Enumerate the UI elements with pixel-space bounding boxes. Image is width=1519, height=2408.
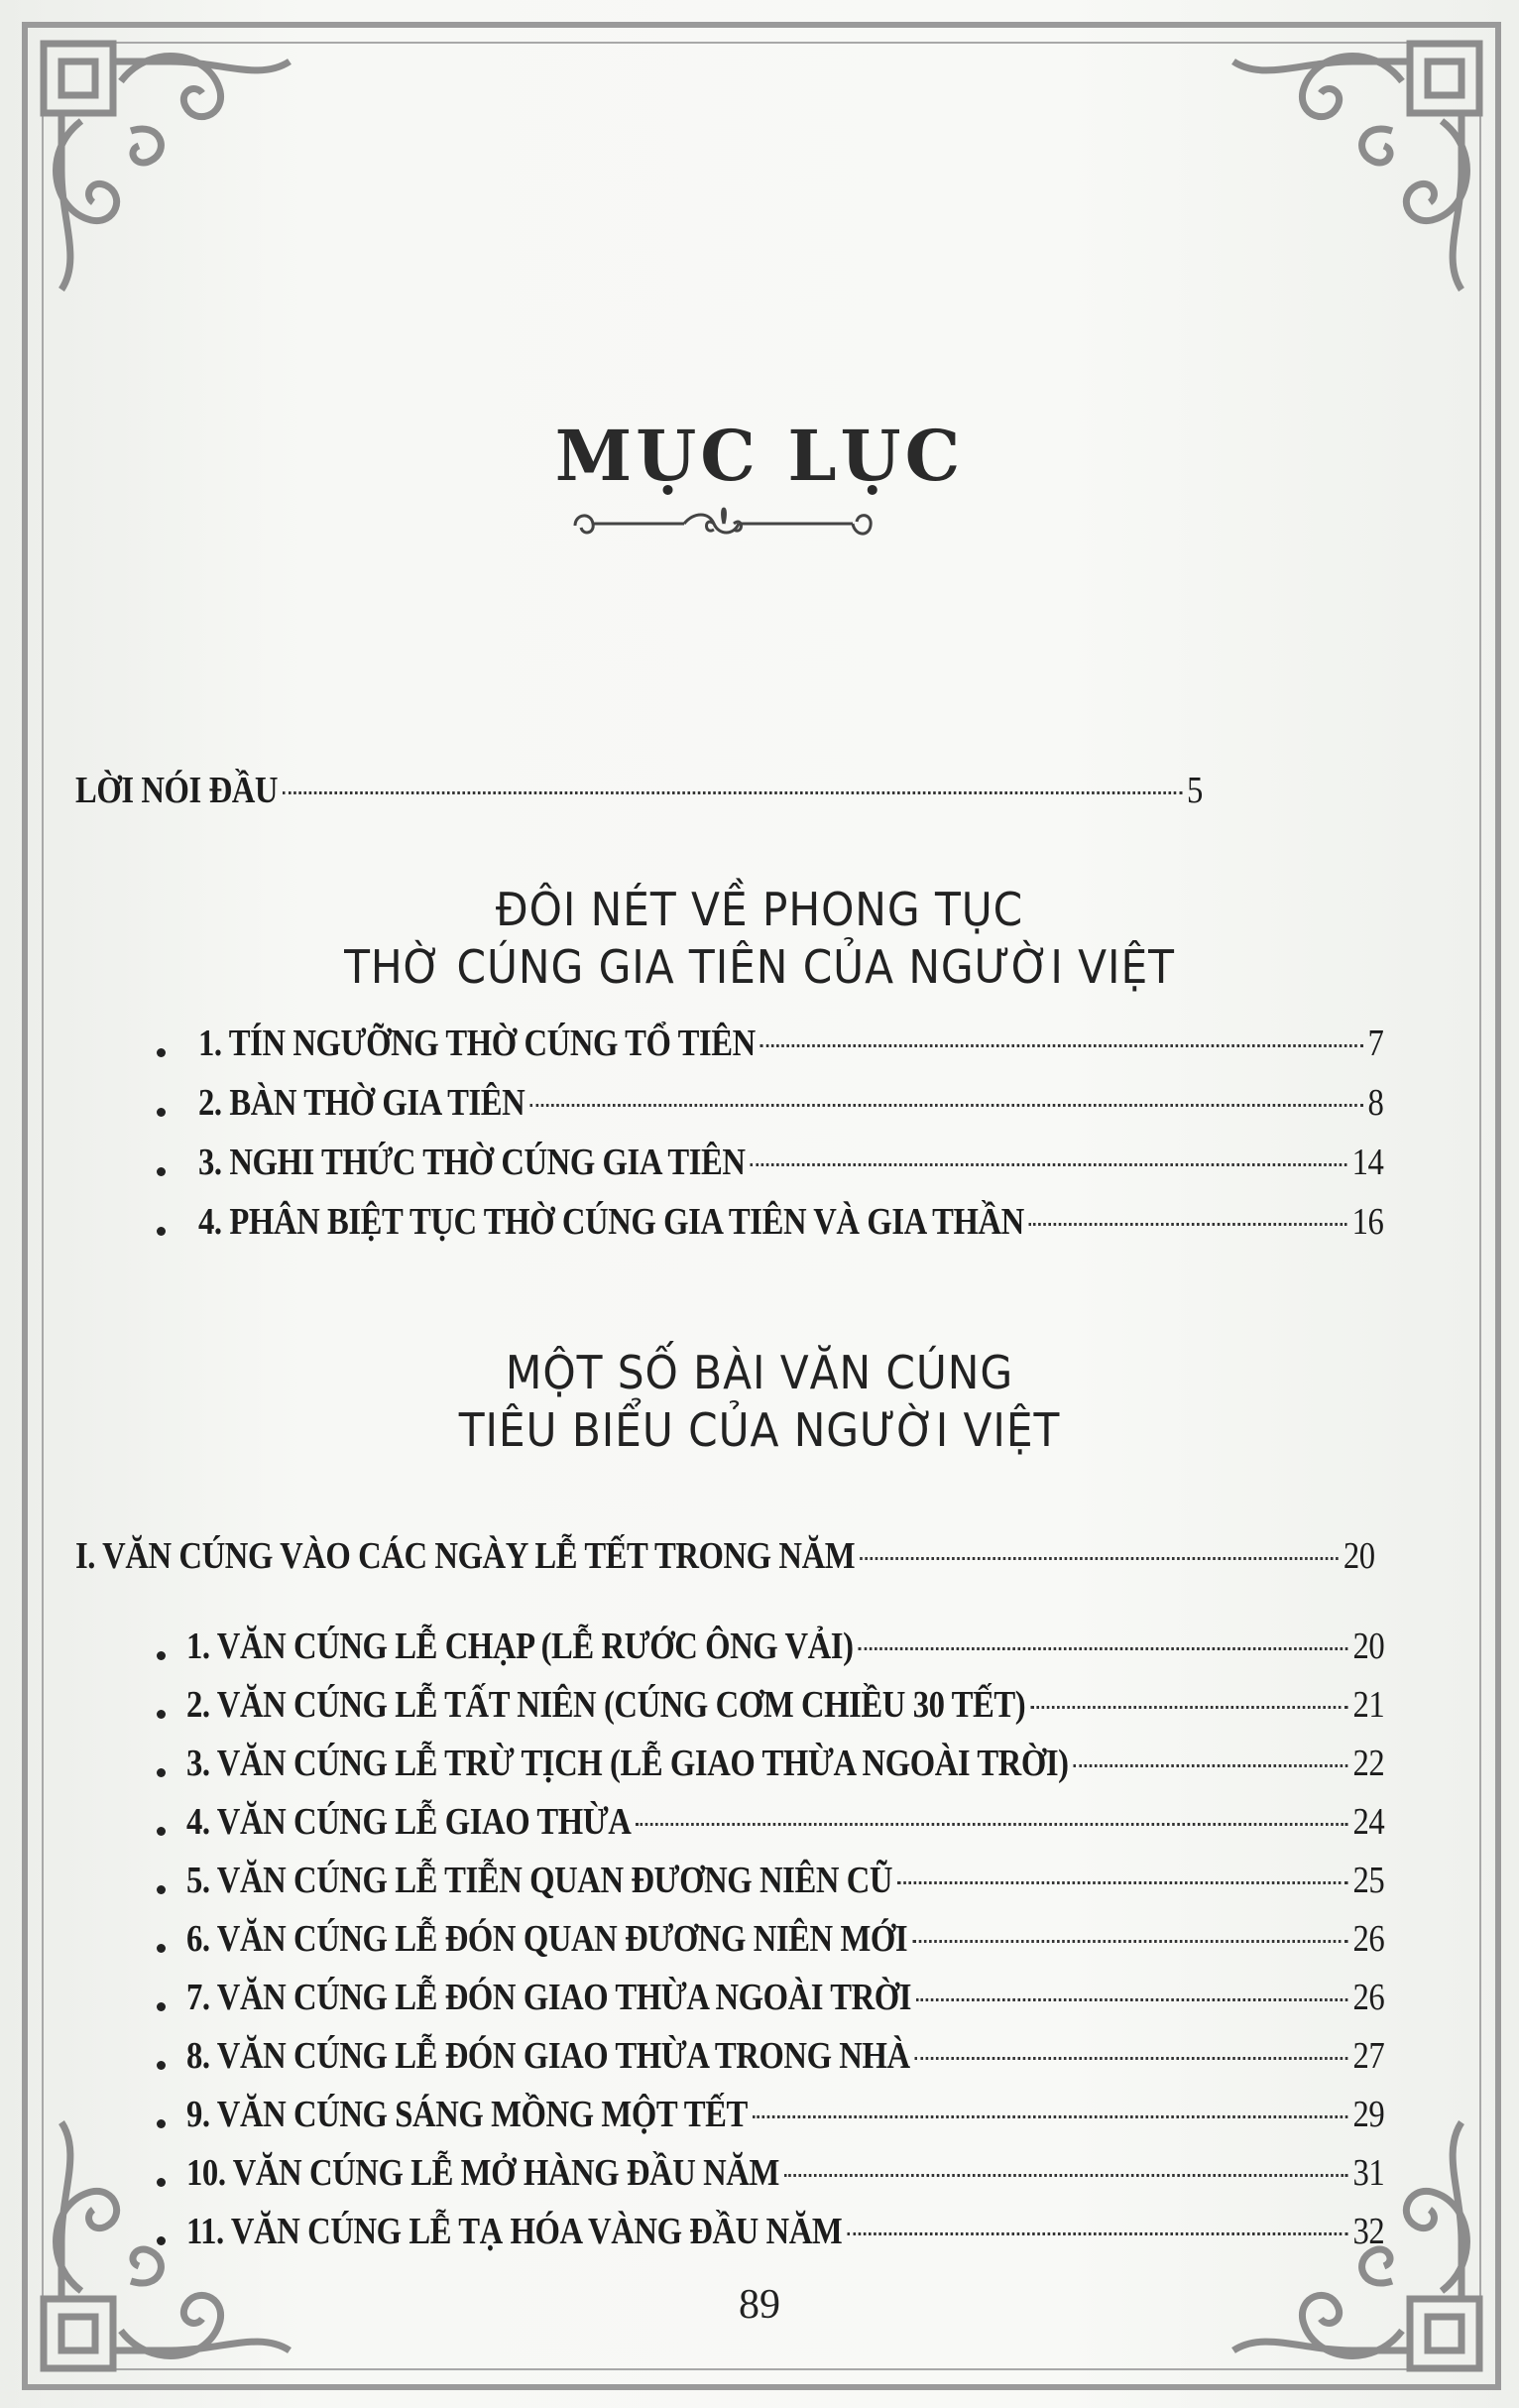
bullet-icon bbox=[157, 1651, 166, 1660]
bullet-icon bbox=[157, 1227, 166, 1236]
section-title-line: TIÊU BIỂU CỦA NGƯỜI VIỆT bbox=[458, 1403, 1061, 1457]
bullet-icon bbox=[157, 2061, 166, 2070]
divider-flourish-icon bbox=[565, 496, 882, 555]
toc-entry-label: 6. VĂN CÚNG LỄ ĐÓN QUAN ĐƯƠNG NIÊN MỚI bbox=[186, 1918, 908, 1960]
toc-entry-label: 3. NGHI THỨC THỜ CÚNG GIA TIÊN bbox=[198, 1142, 746, 1183]
leader-dots bbox=[283, 791, 1182, 794]
leader-dots bbox=[847, 2232, 1347, 2235]
toc-entry-page: 22 bbox=[1352, 1743, 1385, 1784]
leader-dots bbox=[637, 1823, 1348, 1826]
leader-dots bbox=[753, 2115, 1347, 2118]
toc-entry-page: 26 bbox=[1352, 1918, 1385, 1960]
toc-entry-label: 1. TÍN NGƯỠNG THỜ CÚNG TỔ TIÊN bbox=[198, 1023, 756, 1064]
toc-entry-page: 25 bbox=[1352, 1860, 1385, 1901]
toc-entry[interactable] bbox=[186, 1976, 1384, 2019]
bullet-icon bbox=[157, 1827, 166, 1836]
toc-entry-page: 7 bbox=[1367, 1023, 1384, 1064]
bullet-icon bbox=[157, 1768, 166, 1777]
toc-entry-page: 8 bbox=[1367, 1082, 1384, 1124]
leader-dots bbox=[912, 1940, 1347, 1943]
toc-entry-label: 11. VĂN CÚNG LỄ TẠ HÓA VÀNG ĐẦU NĂM bbox=[186, 2211, 843, 2252]
toc-entry-page: 27 bbox=[1352, 2035, 1385, 2077]
toc-entry[interactable] bbox=[186, 1800, 1384, 1844]
bullet-icon bbox=[157, 1885, 166, 1894]
toc-entry-preface[interactable] bbox=[75, 769, 1203, 812]
section-title-line: ĐÔI NÉT VỀ PHONG TỤC bbox=[495, 883, 1024, 936]
bullet-icon bbox=[157, 2119, 166, 2128]
toc-entry-label: LỜI NÓI ĐẦU bbox=[75, 770, 279, 811]
corner-ornament-icon bbox=[1204, 22, 1501, 319]
toc-entry[interactable] bbox=[186, 1742, 1384, 1785]
toc-entry-label: 8. VĂN CÚNG LỄ ĐÓN GIAO THỪA TRONG NHÀ bbox=[186, 2035, 910, 2077]
leader-dots bbox=[1029, 1223, 1346, 1226]
leader-dots bbox=[859, 1647, 1348, 1650]
bullet-icon bbox=[157, 2178, 166, 2187]
toc-entry-label: I. VĂN CÚNG VÀO CÁC NGÀY LỄ TẾT TRONG NĂM bbox=[75, 1535, 856, 1577]
corner-ornament-icon bbox=[22, 22, 319, 319]
toc-entry[interactable] bbox=[186, 1625, 1384, 1668]
toc-entry-label: 5. VĂN CÚNG LỄ TIỄN QUAN ĐƯƠNG NIÊN CŨ bbox=[186, 1860, 893, 1901]
toc-entry[interactable] bbox=[186, 2151, 1384, 2195]
toc-entry[interactable] bbox=[198, 1022, 1383, 1065]
bullet-icon bbox=[157, 1048, 166, 1057]
toc-entry-page: 29 bbox=[1352, 2094, 1385, 2135]
toc-entry-page: 32 bbox=[1352, 2211, 1385, 2252]
toc-entry-label: 3. VĂN CÚNG LỄ TRỪ TỊCH (LỄ GIAO THỪA NGOÀI TRỜI) bbox=[186, 1743, 1069, 1784]
toc-entry-page: 26 bbox=[1352, 1977, 1385, 2018]
page-heading: MỤC LỤC bbox=[554, 415, 965, 497]
toc-entry-page: 24 bbox=[1352, 1801, 1385, 1843]
toc-entry-page: 5 bbox=[1187, 770, 1203, 811]
toc-entry[interactable] bbox=[198, 1200, 1383, 1244]
bullet-icon bbox=[157, 2236, 166, 2245]
toc-entry-page: 16 bbox=[1351, 1201, 1384, 1243]
leader-dots bbox=[1074, 1764, 1348, 1767]
toc-entry-page: 14 bbox=[1351, 1142, 1384, 1183]
toc-entry[interactable] bbox=[186, 1859, 1384, 1902]
toc-entry-page: 20 bbox=[1343, 1535, 1375, 1577]
leader-dots bbox=[1030, 1706, 1347, 1709]
toc-entry[interactable] bbox=[186, 2093, 1384, 2136]
toc-entry[interactable] bbox=[186, 2034, 1384, 2078]
bullet-icon bbox=[157, 1710, 166, 1719]
bullet-icon bbox=[157, 1167, 166, 1176]
toc-entry-label: 9. VĂN CÚNG SÁNG MỒNG MỘT TẾT bbox=[186, 2094, 748, 2135]
leader-dots bbox=[915, 2057, 1348, 2060]
leader-dots bbox=[751, 1163, 1347, 1166]
bullet-icon bbox=[157, 1108, 166, 1117]
leader-dots bbox=[784, 2174, 1347, 2177]
bullet-icon bbox=[157, 1944, 166, 1953]
toc-entry[interactable] bbox=[198, 1141, 1383, 1184]
toc-entry-label: 10. VĂN CÚNG LỄ MỞ HÀNG ĐẦU NĂM bbox=[186, 2152, 779, 2194]
toc-entry[interactable] bbox=[198, 1081, 1383, 1125]
page-number: 89 bbox=[739, 2282, 780, 2328]
toc-group-entry[interactable] bbox=[75, 1534, 1375, 1578]
toc-entry[interactable] bbox=[186, 1683, 1384, 1727]
toc-entry-label: 4. VĂN CÚNG LỄ GIAO THỪA bbox=[186, 1801, 632, 1843]
toc-entry[interactable] bbox=[186, 2210, 1384, 2253]
toc-entry-label: 2. VĂN CÚNG LỄ TẤT NIÊN (CÚNG CƠM CHIỀU 30 TẾT) bbox=[186, 1684, 1026, 1726]
leader-dots bbox=[760, 1044, 1362, 1047]
toc-entry-page: 21 bbox=[1352, 1684, 1385, 1726]
section-title-line: MỘT SỐ BÀI VĂN CÚNG bbox=[505, 1346, 1014, 1399]
section-title-line: THỜ CÚNG GIA TIÊN CỦA NGƯỜI VIỆT bbox=[344, 940, 1175, 994]
toc-entry[interactable] bbox=[186, 1917, 1384, 1961]
toc-entry-page: 31 bbox=[1352, 2152, 1385, 2194]
toc-entry-page: 20 bbox=[1352, 1625, 1385, 1667]
leader-dots bbox=[529, 1104, 1362, 1107]
toc-entry-label: 4. PHÂN BIỆT TỤC THỜ CÚNG GIA TIÊN VÀ GIA THẦN bbox=[198, 1201, 1024, 1243]
toc-entry-label: 7. VĂN CÚNG LỄ ĐÓN GIAO THỪA NGOÀI TRỜI bbox=[186, 1977, 912, 2018]
leader-dots bbox=[897, 1881, 1347, 1884]
toc-entry-label: 1. VĂN CÚNG LỄ CHẠP (LỄ RƯỚC ÔNG VẢI) bbox=[186, 1625, 854, 1667]
leader-dots bbox=[916, 1998, 1347, 2001]
bullet-icon bbox=[157, 2002, 166, 2011]
toc-entry-label: 2. BÀN THỜ GIA TIÊN bbox=[198, 1082, 526, 1124]
leader-dots bbox=[860, 1557, 1338, 1560]
